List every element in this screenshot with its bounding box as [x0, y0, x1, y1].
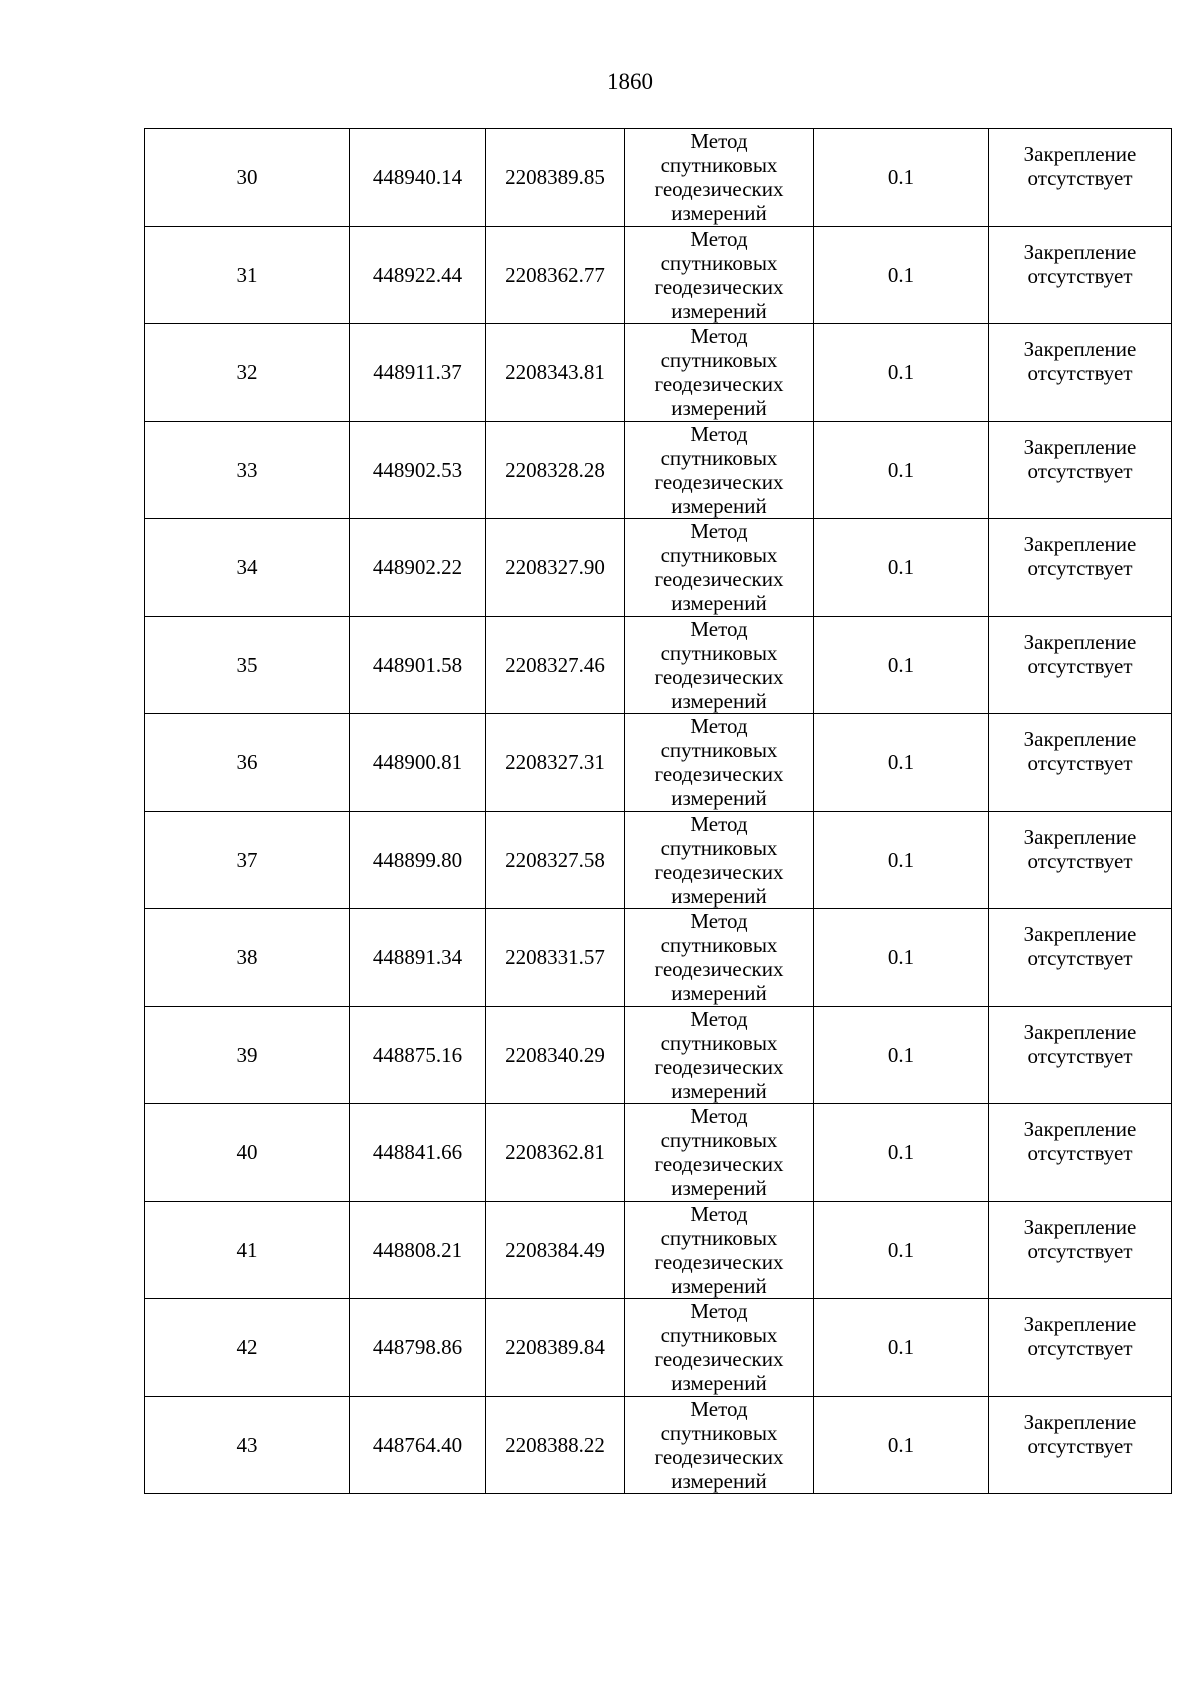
method-cell-text: Метод спутниковых геодезических измерений: [654, 1104, 784, 1201]
y-coordinate-cell: 2208328.28: [486, 421, 625, 519]
method-cell: [625, 226, 814, 324]
x-coordinate-cell: 448798.86: [350, 1299, 486, 1397]
point-number-cell: 42: [145, 1299, 350, 1397]
accuracy-cell: 0.1: [814, 1201, 989, 1299]
fixing-cell: [989, 811, 1172, 909]
coordinates-table-body: [145, 129, 1172, 1494]
fixing-cell-text: Закрепление отсутствует: [1023, 629, 1137, 678]
method-cell-text: Метод спутниковых геодезических измерений: [654, 1299, 784, 1396]
table-row: [145, 616, 1172, 714]
fixing-cell: [989, 226, 1172, 324]
table-row: [145, 324, 1172, 422]
method-cell: [625, 811, 814, 909]
y-coordinate-cell: 2208362.81: [486, 1104, 625, 1202]
fixing-cell: [989, 616, 1172, 714]
point-number-cell: 33: [145, 421, 350, 519]
y-coordinate-cell: 2208389.85: [486, 129, 625, 227]
fixing-cell: [989, 1201, 1172, 1299]
fixing-cell: [989, 909, 1172, 1007]
x-coordinate-cell: 448899.80: [350, 811, 486, 909]
method-cell: [625, 129, 814, 227]
method-cell: [625, 1104, 814, 1202]
table-row: [145, 1396, 1172, 1494]
accuracy-cell: 0.1: [814, 421, 989, 519]
method-cell: [625, 1006, 814, 1104]
fixing-cell-text: Закрепление отсутствует: [1023, 142, 1137, 191]
fixing-cell-text: Закрепление отсутствует: [1023, 1312, 1137, 1361]
y-coordinate-cell: 2208327.58: [486, 811, 625, 909]
method-cell-text: Метод спутниковых геодезических измерений: [654, 129, 784, 226]
table-row: [145, 714, 1172, 812]
method-cell-text: Метод спутниковых геодезических измерений: [654, 519, 784, 616]
x-coordinate-cell: 448841.66: [350, 1104, 486, 1202]
x-coordinate-cell: 448875.16: [350, 1006, 486, 1104]
fixing-cell-text: Закрепление отсутствует: [1023, 727, 1137, 776]
accuracy-cell: 0.1: [814, 811, 989, 909]
table-row: [145, 1201, 1172, 1299]
x-coordinate-cell: 448808.21: [350, 1201, 486, 1299]
point-number-cell: 32: [145, 324, 350, 422]
fixing-cell: [989, 519, 1172, 617]
y-coordinate-cell: 2208384.49: [486, 1201, 625, 1299]
method-cell: [625, 616, 814, 714]
point-number-cell: 30: [145, 129, 350, 227]
y-coordinate-cell: 2208362.77: [486, 226, 625, 324]
method-cell-text: Метод спутниковых геодезических измерений: [654, 1396, 784, 1493]
table-row: [145, 1299, 1172, 1397]
method-cell-text: Метод спутниковых геодезических измерений: [654, 909, 784, 1006]
table-row: [145, 811, 1172, 909]
accuracy-cell: 0.1: [814, 616, 989, 714]
table-row: [145, 1006, 1172, 1104]
method-cell-text: Метод спутниковых геодезических измерений: [654, 226, 784, 323]
point-number-cell: 38: [145, 909, 350, 1007]
accuracy-cell: 0.1: [814, 1104, 989, 1202]
fixing-cell: [989, 714, 1172, 812]
y-coordinate-cell: 2208327.46: [486, 616, 625, 714]
accuracy-cell: 0.1: [814, 909, 989, 1007]
method-cell: [625, 1201, 814, 1299]
table-row: [145, 1104, 1172, 1202]
accuracy-cell: 0.1: [814, 714, 989, 812]
x-coordinate-cell: 448940.14: [350, 129, 486, 227]
x-coordinate-cell: 448900.81: [350, 714, 486, 812]
y-coordinate-cell: 2208327.31: [486, 714, 625, 812]
accuracy-cell: 0.1: [814, 324, 989, 422]
fixing-cell-text: Закрепление отсутствует: [1023, 824, 1137, 873]
method-cell: [625, 714, 814, 812]
fixing-cell: [989, 421, 1172, 519]
point-number-cell: 35: [145, 616, 350, 714]
table-row: [145, 519, 1172, 617]
method-cell-text: Метод спутниковых геодезических измерений: [654, 1201, 784, 1298]
method-cell-text: Метод спутниковых геодезических измерений: [654, 714, 784, 811]
point-number-cell: 40: [145, 1104, 350, 1202]
x-coordinate-cell: 448922.44: [350, 226, 486, 324]
point-number-cell: 37: [145, 811, 350, 909]
fixing-cell: [989, 1396, 1172, 1494]
x-coordinate-cell: 448902.22: [350, 519, 486, 617]
y-coordinate-cell: 2208388.22: [486, 1396, 625, 1494]
accuracy-cell: 0.1: [814, 226, 989, 324]
table-row: [145, 421, 1172, 519]
fixing-cell: [989, 1006, 1172, 1104]
accuracy-cell: 0.1: [814, 519, 989, 617]
method-cell: [625, 909, 814, 1007]
x-coordinate-cell: 448911.37: [350, 324, 486, 422]
accuracy-cell: 0.1: [814, 1006, 989, 1104]
fixing-cell: [989, 1104, 1172, 1202]
point-number-cell: 43: [145, 1396, 350, 1494]
method-cell-text: Метод спутниковых геодезических измерений: [654, 1006, 784, 1103]
table-row: [145, 909, 1172, 1007]
fixing-cell-text: Закрепление отсутствует: [1023, 1019, 1137, 1068]
fixing-cell-text: Закрепление отсутствует: [1023, 239, 1137, 288]
accuracy-cell: 0.1: [814, 1299, 989, 1397]
table-row: [145, 226, 1172, 324]
page-number: 1860: [607, 69, 653, 94]
method-cell: [625, 324, 814, 422]
point-number-cell: 39: [145, 1006, 350, 1104]
method-cell-text: Метод спутниковых геодезических измерений: [654, 421, 784, 518]
y-coordinate-cell: 2208331.57: [486, 909, 625, 1007]
x-coordinate-cell: 448901.58: [350, 616, 486, 714]
y-coordinate-cell: 2208327.90: [486, 519, 625, 617]
fixing-cell-text: Закрепление отсутствует: [1023, 1117, 1137, 1166]
fixing-cell: [989, 1299, 1172, 1397]
point-number-cell: 31: [145, 226, 350, 324]
method-cell: [625, 421, 814, 519]
method-cell-text: Метод спутниковых геодезических измерений: [654, 616, 784, 713]
x-coordinate-cell: 448902.53: [350, 421, 486, 519]
method-cell-text: Метод спутниковых геодезических измерений: [654, 811, 784, 908]
method-cell: [625, 1299, 814, 1397]
fixing-cell-text: Закрепление отсутствует: [1023, 1214, 1137, 1263]
point-number-cell: 41: [145, 1201, 350, 1299]
accuracy-cell: 0.1: [814, 1396, 989, 1494]
y-coordinate-cell: 2208389.84: [486, 1299, 625, 1397]
accuracy-cell: 0.1: [814, 129, 989, 227]
fixing-cell-text: Закрепление отсутствует: [1023, 922, 1137, 971]
table-row: [145, 129, 1172, 227]
y-coordinate-cell: 2208343.81: [486, 324, 625, 422]
fixing-cell-text: Закрепление отсутствует: [1023, 337, 1137, 386]
method-cell-text: Метод спутниковых геодезических измерений: [654, 324, 784, 421]
fixing-cell-text: Закрепление отсутствует: [1023, 1409, 1137, 1458]
point-number-cell: 36: [145, 714, 350, 812]
method-cell: [625, 519, 814, 617]
coordinates-table: [144, 128, 1172, 1494]
method-cell: [625, 1396, 814, 1494]
fixing-cell-text: Закрепление отсутствует: [1023, 434, 1137, 483]
fixing-cell-text: Закрепление отсутствует: [1023, 532, 1137, 581]
y-coordinate-cell: 2208340.29: [486, 1006, 625, 1104]
x-coordinate-cell: 448891.34: [350, 909, 486, 1007]
fixing-cell: [989, 324, 1172, 422]
point-number-cell: 34: [145, 519, 350, 617]
fixing-cell: [989, 129, 1172, 227]
x-coordinate-cell: 448764.40: [350, 1396, 486, 1494]
